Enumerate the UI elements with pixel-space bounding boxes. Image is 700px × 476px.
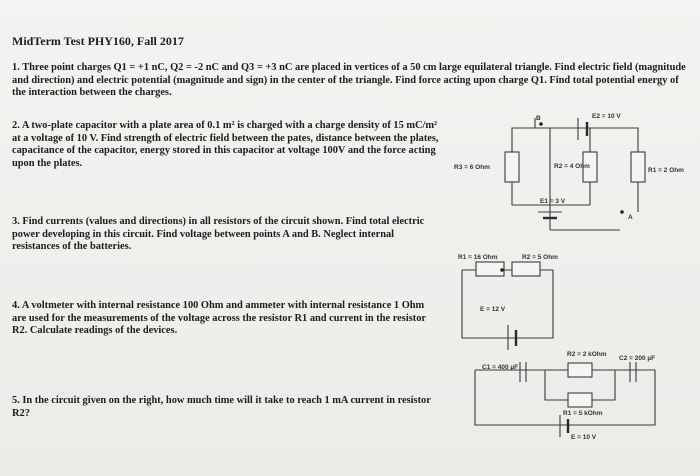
r1-resistor bbox=[476, 262, 504, 276]
c4-r2-label: R2 = 5 Ohm bbox=[522, 254, 558, 261]
c4-r1-label: R1 = 16 Ohm bbox=[458, 254, 498, 261]
r2-resistor bbox=[568, 363, 592, 377]
point-b-label: B bbox=[536, 115, 541, 122]
e2-label: E2 = 10 V bbox=[592, 113, 621, 120]
e1-label: E1 = 3 V bbox=[540, 198, 566, 205]
r2-label: R2 = 4 Ohm bbox=[554, 163, 590, 170]
r1-resistor bbox=[631, 152, 645, 182]
problem-3: 3. Find currents (values and directions) in all resistors of the circuit shown. Find total electric power developing in this circuit. Find voltage between points A and B. Neglect internal resistances of the batteries. bbox=[12, 216, 425, 252]
c5-r1-label: R1 = 5 kOhm bbox=[563, 410, 603, 417]
c5-c1-label: C1 = 400 µF bbox=[482, 364, 519, 371]
point-a-dot bbox=[620, 210, 624, 214]
point-b-dot bbox=[539, 122, 543, 126]
r3-resistor bbox=[505, 152, 519, 182]
r2-resistor bbox=[512, 262, 540, 276]
circuit-4 bbox=[462, 262, 553, 350]
point-a-label: A bbox=[628, 214, 633, 221]
problem-1: 1. Three point charges Q1 = +1 nC, Q2 = -2 nC and Q3 = +3 nC are placed in vertices of a 50 cm large equilateral triangle. Find electric field (magnitude and direction) and electric potential (magnitude and sign) in the center of the triangle. Find force acting upon charge Q1. Find total potential energy of the interaction between the charges. bbox=[12, 62, 686, 98]
page-title: MidTerm Test PHY160, Fall 2017 bbox=[12, 34, 184, 48]
problem-4: 4. A voltmeter with internal resistance 100 Ohm and ammeter with internal resistance 1 Ohm are used for the measurements of the voltage across the resistor R1 and current in the resistor R2. Calculate readings of the devices. bbox=[12, 300, 426, 336]
problem-5: 5. In the circuit given on the right, how much time will it take to reach 1 mA current in resistor R2? bbox=[12, 395, 431, 419]
r1-resistor bbox=[568, 393, 592, 407]
c5-c2-label: C2 = 200 µF bbox=[619, 355, 656, 362]
c5-r2-label: R2 = 2 kOhm bbox=[567, 351, 607, 358]
circuit-3 bbox=[505, 118, 645, 230]
circuit-5 bbox=[475, 362, 655, 437]
problem-2: 2. A two-plate capacitor with a plate area of 0.1 m² is charged with a charge density of 15 mC/m² at a voltage of 10 V. Find strength of electric field between the pates, distance between the plates, capacitance of the capacitor, energy stored in this capacitor at voltage 100V and the force acting upon the plates. bbox=[12, 120, 439, 169]
c5-e-label: E = 10 V bbox=[571, 434, 597, 441]
r1-label: R1 = 2 Ohm bbox=[648, 167, 684, 174]
r3-label: R3 = 6 Ohm bbox=[454, 164, 490, 171]
c4-e-label: E = 12 V bbox=[480, 306, 506, 313]
